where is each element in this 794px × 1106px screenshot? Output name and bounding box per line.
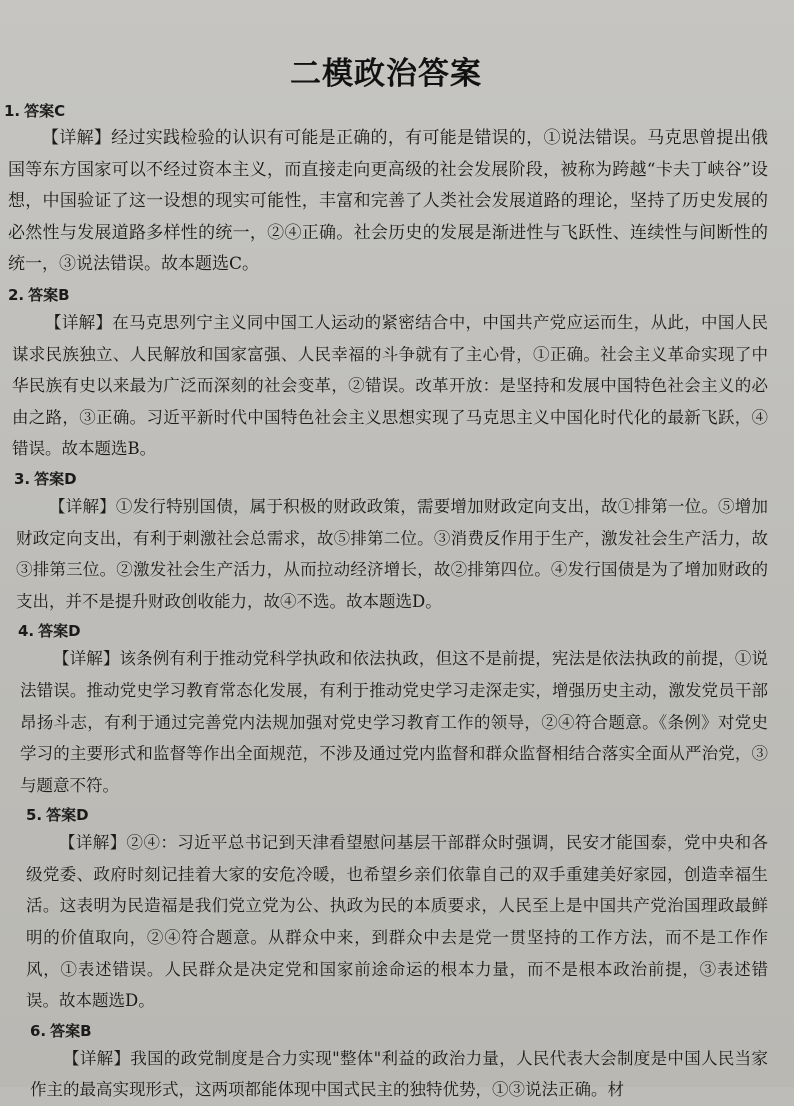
answer-heading [4,283,768,307]
explanation-text: 【详解】该条例有利于推动党科学执政和依法执政，但这不是前提，宪法是依法执政的前提，①说法错误。推动党史学习教育常态化发展，有利于推动党史学习走深走实，增强历史主动，激发党员干部昂扬斗志，有利于通过完善党内法规加强对党史学习教育工作的领导，②④符合题意。《条例》对党史学习的主要形式和监督等作出全面规范，不涉及通过党内监督和群众监督相结合落实全面从严治党，③与题意不符。 [20,649,768,795]
document-title: 二模政治答案 [290,56,482,92]
answer-item-4 [4,619,768,801]
explanation-text: 【详解】①发行特别国债，属于积极的财政政策，需要增加财政定向支出，故①排第一位。⑤增加财政定向支出，有利于刺激社会总需求，故⑤排第二位。③消费反作用于生产，激发社会生产活力，故③排第三位。②激发社会生产活力，从而拉动经济增长，故②排第四位。④发行国债是为了增加财政的支出，并不是提升财政创收能力，故④不选。故本题选D。 [16,496,768,611]
answer-label: 答案B [28,285,70,304]
answer-heading [4,803,768,827]
item-number: 5. [26,806,43,825]
answer-item-3 [4,467,768,617]
answer-label: 答案D [38,622,81,641]
answer-item-6 [4,1019,768,1106]
item-number: 2. [8,285,25,304]
item-number: 1. [4,102,21,120]
answer-label: 答案D [34,469,77,488]
explanation-text: 【详解】在马克思列宁主义同中国工人运动的紧密结合中，中国共产党应运而生，从此，中国人民谋求民族独立、人民解放和国家富强、人民幸福的斗争就有了主心骨，①正确。社会主义革命实现了中华民族有史以来最为广泛而深刻的社会变革，②错误。改革开放：是坚持和发展中国特色社会主义的必由之路，③正确。习近平新时代中国特色社会主义思想实现了马克思主义中国化时代化的最新飞跃，④错误。故本题选B。 [12,312,768,459]
item-number: 4. [18,622,35,641]
answer-label: 答案D [46,806,89,825]
item-number: 3. [14,469,31,488]
explanation-text: 【详解】②④：习近平总书记到天津看望慰问基层干部群众时强调，民安才能国泰，党中央和各级党委、政府时刻记挂着大家的安危冷暖，也希望乡亲们依靠自己的双手重建美好家园，创造幸福生活。这表明为民造福是我们党立党为公、执政为民的本质要求，人民至上是中国共产党治国理政最鲜明的价值取向，②④符合题意。从群众中来，到群众中去是党一贯坚持的工作方法，而不是工作作风，①表述错误。人民群众是决定党和国家前途命运的根本力量，而不是根本政治前提，③表述错误。故本题选D。 [26,833,768,1011]
answer-item-2 [4,283,768,465]
answer-heading [4,1019,768,1043]
answer-label: 答案C [24,102,66,120]
answer-heading [4,619,768,643]
explanation-text: 【详解】经过实践检验的认识有可能是正确的，有可能是错误的，①说法错误。马克思曾提出俄国等东方国家可以不经过资本主义，而直接走向更高级的社会发展阶段，被称为跨越“卡夫丁峡谷”设想，中国验证了这一设想的现实可能性，丰富和完善了人类社会发展道路的理论，坚持了历史发展的必然性与发展道路多样性的统一，②④正确。社会历史的发展是渐进性与飞跃性、连续性与间断性的统一，③说法错误。故本题选C。 [8,128,768,275]
item-number: 6. [30,1021,47,1040]
answer-item-1 [4,99,768,281]
answer-label: 答案B [50,1021,92,1040]
answer-item-5 [4,803,768,1017]
explanation-text: 【详解】我国的政党制度是合力实现"整体"利益的政治力量，人民代表大会制度是中国人民当家作主的最高实现形式，这两项都能体现中国式民主的独特优势，①③说法正确。材 [30,1048,768,1100]
answer-heading [4,467,768,491]
answer-heading [4,99,768,123]
